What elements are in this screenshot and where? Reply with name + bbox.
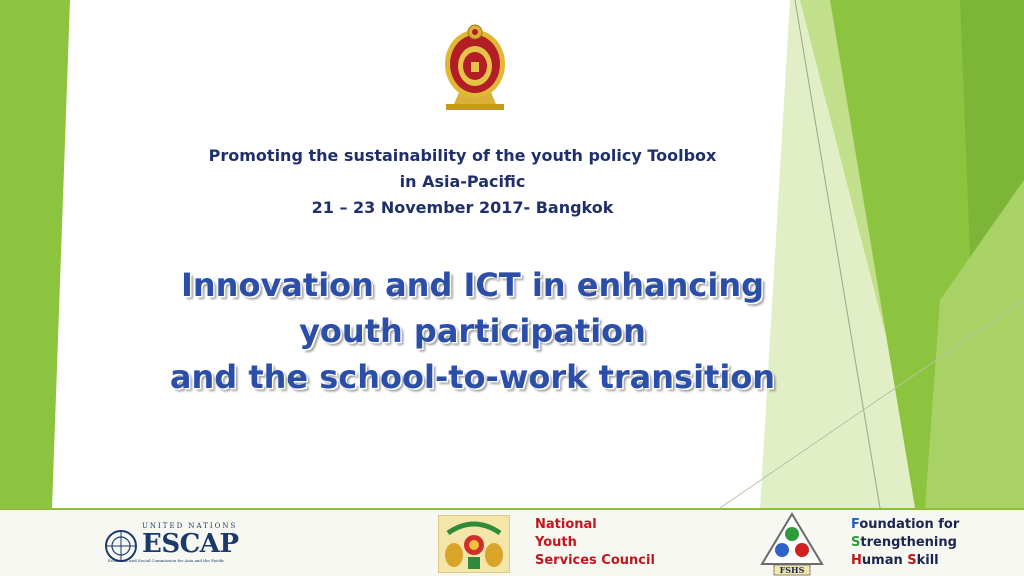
title-line: Innovation and ICT in enhancing — [180, 266, 764, 304]
subtitle-line: Promoting the sustainability of the youth policy Toolbox — [208, 146, 717, 165]
fshs-line-rest: uman — [861, 553, 908, 568]
fshs-line-rest: kill — [916, 553, 939, 568]
title-line: and the school-to-work transition — [169, 358, 776, 396]
fshs-line-rest: oundation for — [859, 517, 960, 532]
fshs-name — [851, 516, 959, 570]
subtitle-line: in Asia-Pacific — [399, 172, 526, 191]
nysc-line: Services Council — [535, 553, 655, 568]
footer-logo-bar — [0, 508, 1024, 576]
nysc-name — [535, 516, 655, 570]
fshs-initial: S — [851, 535, 861, 550]
nysc-line: Youth — [535, 535, 577, 550]
fshs-initial: F — [851, 517, 860, 532]
fshs-line — [851, 516, 959, 534]
fshs-line-rest: trengthening — [860, 535, 957, 550]
escap-wordmark — [108, 522, 266, 563]
escap-full-name: Economic and Social Commission for Asia and the Pacific — [108, 558, 225, 563]
fshs-initial: H — [851, 553, 862, 568]
fshs-logo-label: FSHS — [779, 565, 805, 575]
event-subtitle — [150, 143, 775, 221]
left-green-band — [0, 0, 70, 508]
nysc-logo — [438, 515, 510, 573]
fshs-line — [851, 534, 959, 552]
title-line: youth participation — [299, 312, 646, 350]
national-emblem-logo — [440, 20, 510, 112]
subtitle-line: 21 – 23 November 2017- Bangkok — [311, 198, 614, 217]
escap-top-label: UNITED NATIONS — [142, 522, 238, 530]
fshs-initial: S — [907, 553, 917, 568]
fshs-line — [851, 552, 959, 570]
slide-title — [150, 262, 795, 400]
nysc-line: National — [535, 517, 597, 532]
escap-name: ESCAP — [142, 529, 239, 559]
